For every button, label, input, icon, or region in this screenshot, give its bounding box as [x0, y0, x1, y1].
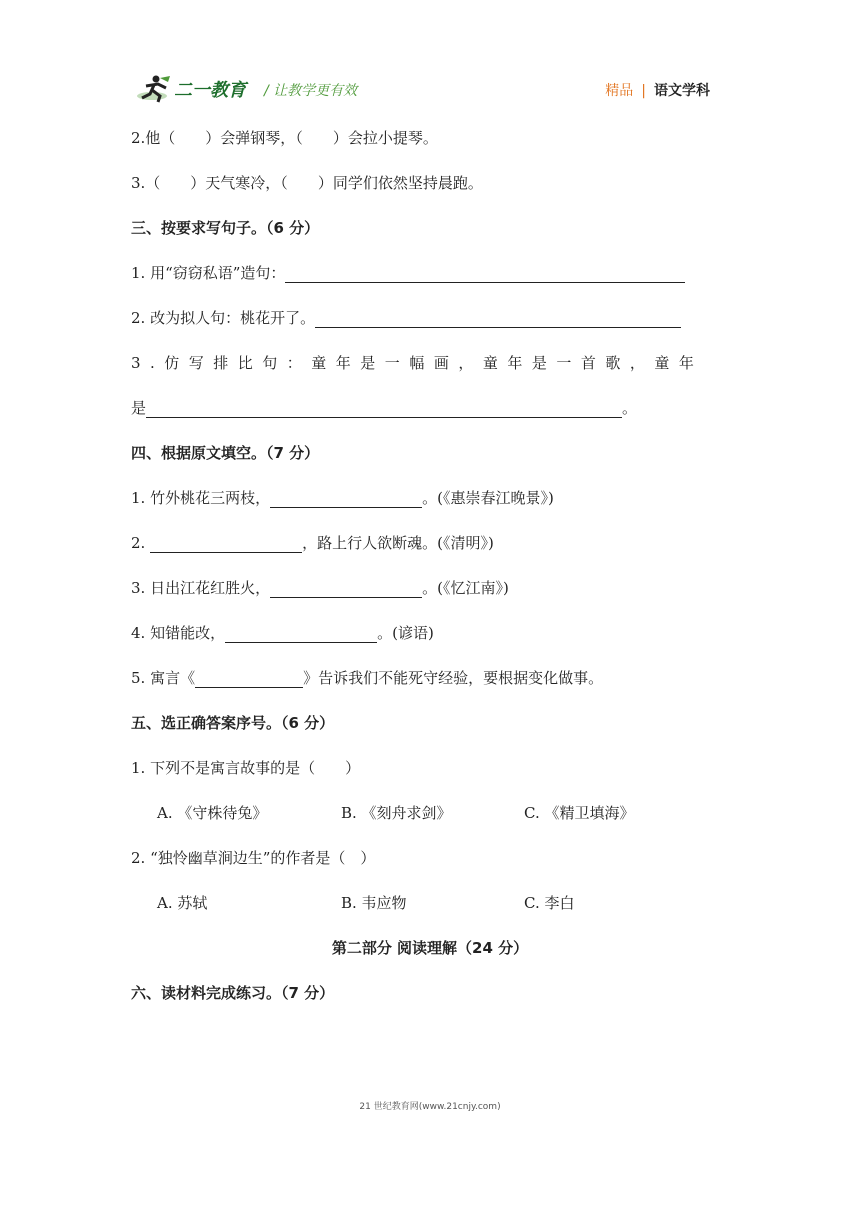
- question-3-2: 2. 改为拟人句：桃花开了。: [131, 308, 681, 328]
- section-heading-4: 四、根据原文填空。（7 分）: [131, 444, 320, 462]
- quality-tag: 精品: [605, 83, 634, 99]
- option-b[interactable]: B. 韦应物: [341, 894, 407, 912]
- answer-blank[interactable]: [315, 311, 681, 328]
- option-a[interactable]: A. 苏轼: [157, 894, 208, 912]
- question-4-2: 2. ，路上行人欲断魂。(《清明》): [131, 534, 494, 552]
- answer-blank[interactable]: [150, 536, 302, 553]
- answer-blank[interactable]: [270, 491, 422, 508]
- question-4-5: 5. 寓言《 》告诉我们不能死守经验，要根据变化做事。: [131, 669, 604, 687]
- question-4-3: 3. 日出江花红胜火， 。(《忆江南》): [131, 579, 509, 597]
- logo-text: 二一教育: [174, 80, 246, 101]
- option-c[interactable]: C. 《精卫填海》: [524, 804, 635, 822]
- header-tags: 精品 | 语文学科: [605, 83, 710, 99]
- options-5-1: [157, 803, 634, 823]
- question-3-3: 3.仿写排比句：童年是一幅画，童年是一首歌，童年: [131, 354, 704, 372]
- question-4-1: 1. 竹外桃花三两枝， 。(《惠崇春江晚景》): [131, 489, 554, 507]
- section-heading-6: 六、读材料完成练习。（7 分）: [131, 984, 335, 1002]
- subject-tag: 语文学科: [654, 83, 710, 99]
- question-5-2: 2. “独怜幽草涧边生”的作者是（ ）: [131, 849, 376, 867]
- answer-blank[interactable]: [285, 266, 685, 283]
- options-5-2: [157, 893, 574, 913]
- question-5-1: 1. 下列不是寓言故事的是（ ）: [131, 759, 361, 777]
- section-heading-3: 三、按要求写句子。（6 分）: [131, 219, 320, 237]
- answer-blank[interactable]: [195, 671, 303, 688]
- option-b[interactable]: B. 《刻舟求剑》: [341, 804, 452, 822]
- question-line: 2.他（ ）会弹钢琴，（ ）会拉小提琴。: [131, 129, 438, 147]
- answer-blank[interactable]: [146, 401, 622, 418]
- question-3-1: 1. 用“窃窃私语”造句：: [131, 263, 685, 283]
- answer-blank[interactable]: [270, 581, 422, 598]
- slogan: / 让教学更有效: [264, 83, 358, 99]
- question-3-3-continued: 是 。: [131, 399, 638, 417]
- question-line: 3.（ ）天气寒冷，（ ）同学们依然坚持晨跑。: [131, 174, 483, 192]
- option-c[interactable]: C. 李白: [524, 894, 575, 912]
- page-footer: 21 世纪教育网(www.21cnjy.com): [359, 1102, 501, 1112]
- page-header: [136, 70, 726, 110]
- question-4-4: 4. 知错能改， 。(谚语): [131, 624, 434, 642]
- option-a[interactable]: A. 《守株待兔》: [157, 804, 268, 822]
- section-heading-5: 五、选正确答案序号。（6 分）: [131, 714, 335, 732]
- answer-blank[interactable]: [225, 626, 377, 643]
- part-two-heading: 第二部分 阅读理解（24 分）: [331, 939, 529, 957]
